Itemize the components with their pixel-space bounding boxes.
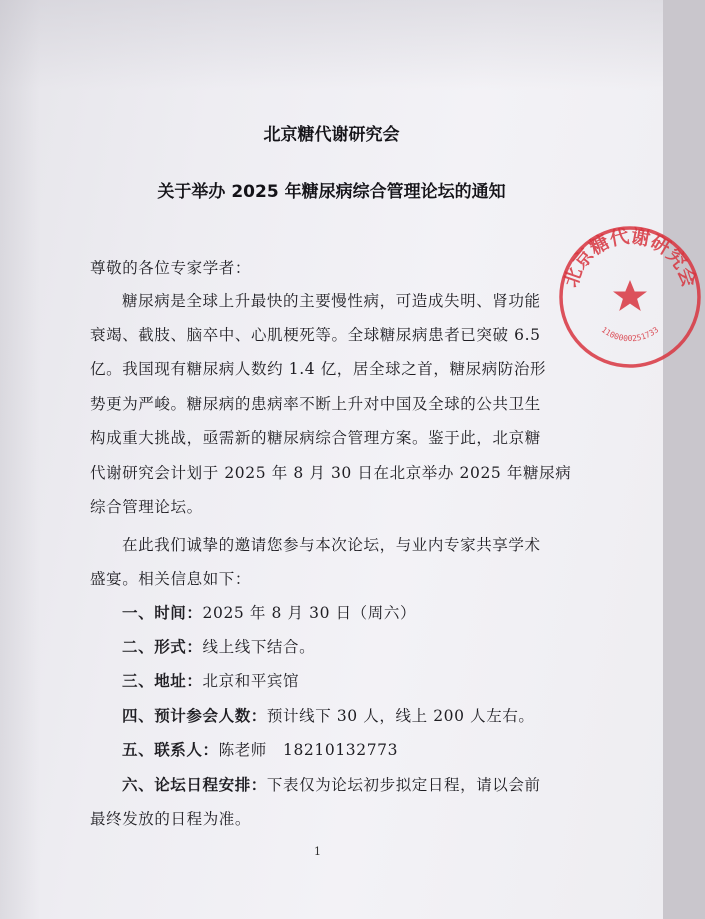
info-item-time	[122, 603, 416, 623]
info-item-format	[122, 637, 315, 657]
info-label: 二、形式：	[122, 638, 203, 656]
info-value: 线上线下结合。	[202, 638, 316, 656]
star-icon	[613, 280, 647, 311]
seal-text: 北京糖代谢研究会	[559, 225, 701, 290]
notice-title: 关于举办 2025 年糖尿病综合管理论坛的通知	[157, 182, 506, 202]
paragraph-line: 构成重大挑战，亟需新的糖尿病综合管理方案。鉴于此，北京糖	[90, 429, 541, 447]
paragraph-line: 盛宴。相关信息如下：	[90, 570, 252, 588]
info-item-attendees	[122, 706, 535, 726]
info-label: 三、地址：	[122, 672, 203, 690]
paragraph-line: 综合管理论坛。	[90, 498, 203, 516]
seal-number: 1100000251733	[599, 325, 661, 344]
paragraph-line: 糖尿病是全球上升最快的主要慢性病，可造成失明、肾功能	[122, 292, 541, 310]
info-value: 预计线下 30 人，线上 200 人左右。	[266, 707, 535, 725]
info-value: 下表仅为论坛初步拟定日程，请以会前	[266, 776, 541, 794]
info-label: 一、时间：	[122, 604, 203, 622]
info-label: 四、预计参会人数：	[122, 707, 267, 725]
paper-shadow	[0, 0, 663, 90]
paragraph-line: 在此我们诚挚的邀请您参与本次论坛，与业内专家共享学术	[122, 536, 541, 554]
info-item-schedule	[122, 775, 541, 795]
paragraph-line: 势更为严峻。糖尿病的患病率不断上升对中国及全球的公共卫生	[90, 395, 541, 413]
paragraph-line: 亿。我国现有糖尿病人数约 1.4 亿，居全球之首，糖尿病防治形	[90, 360, 547, 378]
info-item-address	[122, 671, 299, 691]
paragraph-line: 最终发放的日程为准。	[90, 810, 252, 828]
official-seal	[555, 222, 705, 372]
org-title: 北京糖代谢研究会	[263, 125, 400, 145]
page-number: 1	[314, 845, 321, 858]
info-value: 陈老师 18210132773	[218, 741, 399, 759]
info-item-contact	[122, 740, 398, 760]
info-value: 2025 年 8 月 30 日（周六）	[202, 604, 417, 622]
info-label: 五、联系人：	[122, 741, 219, 759]
info-label: 六、论坛日程安排：	[122, 776, 267, 794]
paragraph-line: 衰竭、截肢、脑卒中、心肌梗死等。全球糖尿病患者已突破 6.5	[90, 326, 541, 344]
paragraph-line: 代谢研究会计划于 2025 年 8 月 30 日在北京举办 2025 年糖尿病	[90, 464, 572, 482]
salutation: 尊敬的各位专家学者：	[90, 259, 252, 277]
info-value: 北京和平宾馆	[202, 672, 300, 690]
